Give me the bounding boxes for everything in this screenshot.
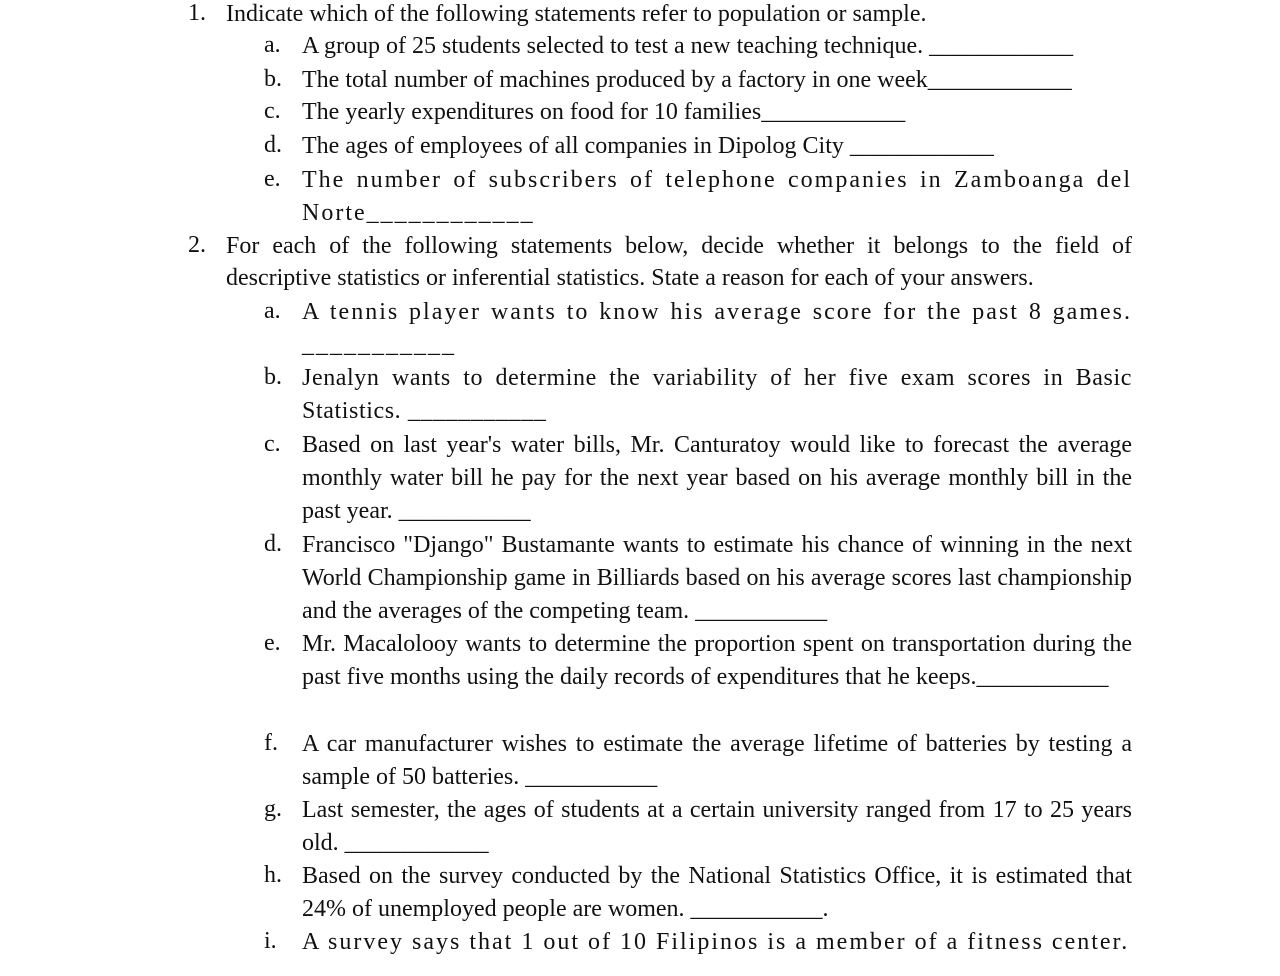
item-letter: d. <box>264 132 282 158</box>
item-text: Last semester, the ages of students at a certain university ranged from 17 to 25 years old. ____________ <box>302 797 1132 856</box>
item-letter: e. <box>264 166 281 192</box>
item-text: Francisco "Django" Bustamante wants to estimate his chance of winning in the next World Championship game in Billiards based on his average scores last championship and the averages of the competing team. ___________ <box>302 532 1132 624</box>
item-text: A survey says that 1 out of 10 Filipinos is a member of a fitness center. <box>302 929 1130 955</box>
item-letter: a. <box>264 298 281 324</box>
question-text: For each of the following statements below, decide whether it belongs to the field of descriptive statistics or inferential statistics. State a reason for each of your answers. <box>226 233 1132 291</box>
item-letter: f. <box>264 730 278 756</box>
question-text: Indicate which of the following statements refer to population or sample. <box>226 1 927 27</box>
item-text: The yearly expenditures on food for 10 families____________ <box>302 99 906 125</box>
item-letter: i. <box>264 928 277 954</box>
question-number: 1. <box>188 0 206 26</box>
item-letter: d. <box>264 531 282 557</box>
item-letter: c. <box>264 98 281 124</box>
item-letter: e. <box>264 630 281 656</box>
item-text: Mr. Macalolooy wants to determine the proportion spent on transportation during the past five months using the daily records of expenditures that he keeps.___________ <box>302 631 1132 690</box>
item-text: Jenalyn wants to determine the variability of her five exam scores in Basic Statistics. ___________ <box>302 365 1132 424</box>
item-letter: a. <box>264 32 281 58</box>
item-text: Based on the survey conducted by the National Statistics Office, it is estimated that 24% of unemployed people are women. ___________. <box>302 863 1132 922</box>
item-letter: h. <box>264 862 282 888</box>
question-2-item-i <box>264 928 1134 976</box>
item-text: A group of 25 students selected to test a new teaching technique. ____________ <box>302 33 1074 59</box>
item-letter: b. <box>264 364 282 390</box>
item-text: A car manufacturer wishes to estimate the average lifetime of batteries by testing a sample of 50 batteries. ___________ <box>302 731 1132 790</box>
item-letter: g. <box>264 796 282 822</box>
question-number: 2. <box>188 232 206 258</box>
item-text: Based on last year's water bills, Mr. Canturatoy would like to forecast the average monthly water bill he pay for the next year based on his average monthly bill in the past year. ___________ <box>302 432 1132 524</box>
item-text: The total number of machines produced by a factory in one week____________ <box>302 67 1072 93</box>
item-letter: c. <box>264 431 281 457</box>
item-text: The ages of employees of all companies in Dipolog City ____________ <box>302 133 994 159</box>
item-text: The number of subscribers of telephone companies in Zamboanga del Norte____________ <box>302 167 1132 226</box>
item-letter: b. <box>264 66 282 92</box>
item-text: A tennis player wants to know his average score for the past 8 games. ___________ <box>302 299 1132 358</box>
